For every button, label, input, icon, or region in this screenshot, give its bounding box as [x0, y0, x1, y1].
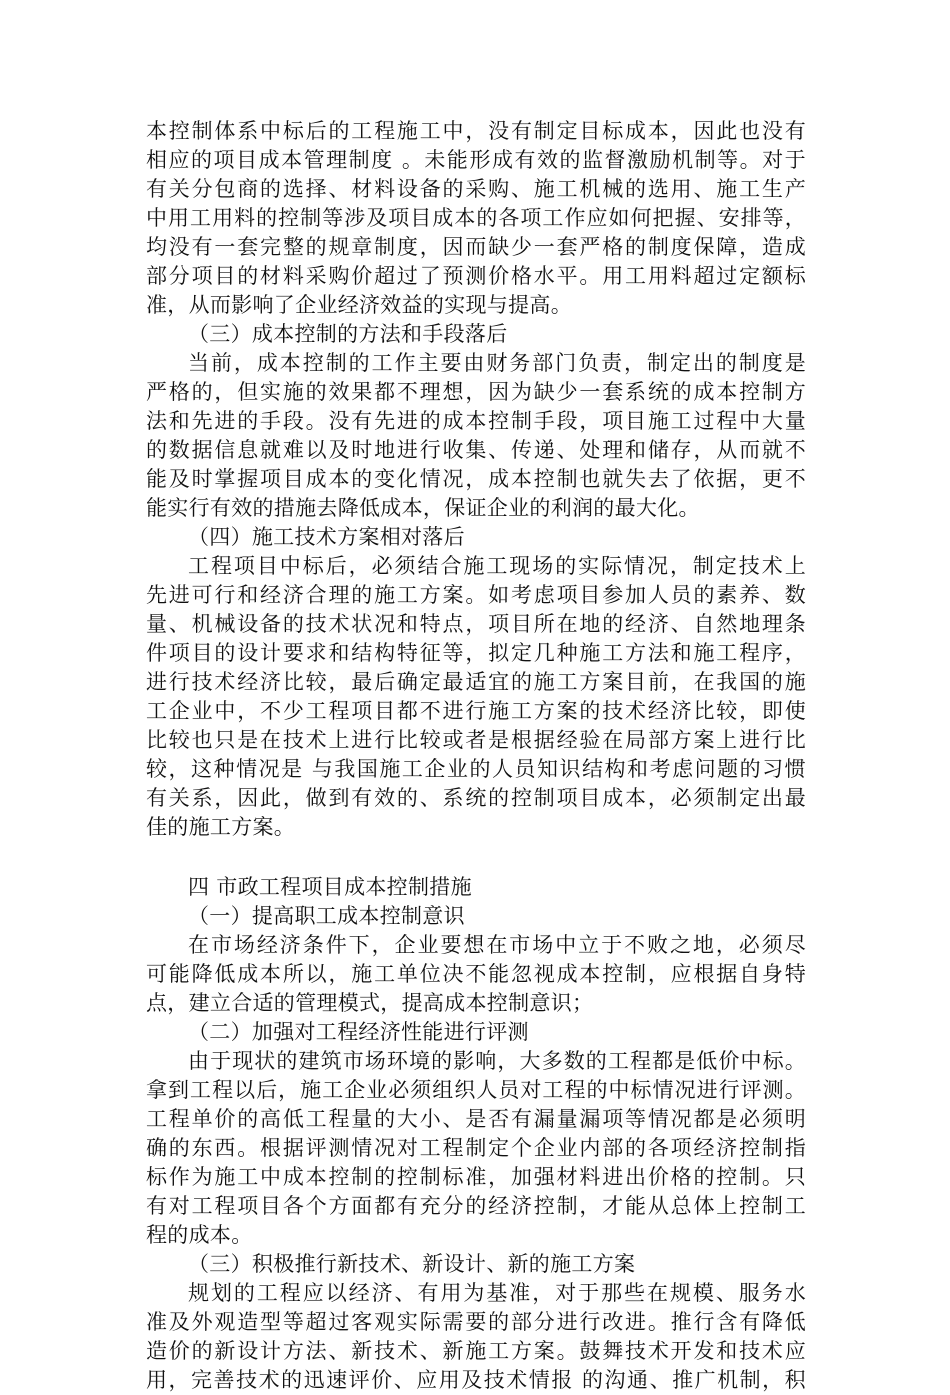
paragraph-line: 拿到工程以后，施工企业必须组织人员对工程的中标情况进行评测。 — [146, 1078, 806, 1102]
paragraph-line: 佳的施工方案。 — [146, 815, 296, 839]
paragraph-line: 在市场经济条件下，企业要想在市场中立于不败之地，必须尽 — [188, 933, 806, 957]
paragraph-line: 确的东西。根据评测情况对工程制定个企业内部的各项经济控制指 — [146, 1136, 806, 1160]
paragraph-line: 准及外观造型等超过客观实际需要的部分进行改进。推行含有降低 — [146, 1310, 806, 1334]
paragraph-line: 由于现状的建筑市场环境的影响，大多数的工程都是低价中标。 — [188, 1049, 806, 1073]
paragraph-line: 规划的工程应以经济、有用为基准，对于那些在规模、服务水 — [188, 1281, 806, 1305]
paragraph-line: 相应的项目成本管理制度 。未能形成有效的监督激励机制等。对于 — [146, 148, 806, 172]
paragraph-line: 有对工程项目各个方面都有充分的经济控制，才能从总体上控制工 — [146, 1194, 806, 1218]
paragraph-line: 工程项目中标后，必须结合施工现场的实际情况，制定技术上 — [188, 554, 806, 578]
paragraph-line: 可能降低成本所以，施工单位决不能忽视成本控制，应根据自身特 — [146, 962, 806, 986]
paragraph-line: 的数据信息就难以及时地进行收集、传递、处理和储存，从而就不 — [146, 438, 806, 462]
paragraph-line: 工程单价的高低工程量的大小、是否有漏量漏项等情况都是必须明 — [146, 1107, 806, 1131]
paragraph-line: 部分项目的材料采购价超过了预测价格水平。用工用料超过定额标 — [146, 264, 806, 288]
subsection-heading: （一）提高职工成本控制意识 — [188, 904, 465, 928]
paragraph-line: 件项目的设计要求和结构特征等，拟定几种施工方法和施工程序， — [146, 641, 806, 665]
subsection-heading: （三）积极推行新技术、新设计、新的施工方案 — [188, 1252, 636, 1276]
subsection-heading: （三）成本控制的方法和手段落后 — [188, 322, 508, 346]
paragraph-line: 工企业中，不少工程项目都不进行施工方案的技术经济比较，即使 — [146, 699, 806, 723]
paragraph-line: 有关系，因此，做到有效的、系统的控制项目成本，必须制定出最 — [146, 786, 806, 810]
paragraph-line: 量、机械设备的技术状况和特点，项目所在地的经济、自然地理条 — [146, 612, 806, 636]
paragraph-line: 当前，成本控制的工作主要由财务部门负责，制定出的制度是 — [188, 351, 806, 375]
paragraph-line: 进行技术经济比较，最后确定最适宜的施工方案目前，在我国的施 — [146, 670, 806, 694]
paragraph-line: 较，这种情况是 与我国施工企业的人员知识结构和考虑问题的习惯 — [146, 757, 806, 781]
paragraph-line: 均没有一套完整的规章制度，因而缺少一套严格的制度保障，造成 — [146, 235, 806, 259]
paragraph-line: 能实行有效的措施去降低成本，保证企业的利润的最大化。 — [146, 496, 700, 520]
paragraph-line: 先进可行和经济合理的施工方案。如考虑项目参加人员的素养、数 — [146, 583, 806, 607]
paragraph-line: 程的成本。 — [146, 1223, 253, 1247]
paragraph-line: 用，完善技术的迅速评价、应用及技术情报 的沟通、推广机制，积 — [146, 1368, 806, 1392]
paragraph-line: 点，建立合适的管理模式，提高成本控制意识； — [146, 991, 594, 1015]
paragraph-line: 造价的新设计方法、新技术、新施工方案。鼓舞技术开发和技术应 — [146, 1339, 806, 1363]
paragraph-line: 中用工用料的控制等涉及项目成本的各项工作应如何把握、安排等， — [146, 206, 806, 230]
paragraph-line: 法和先进的手段。没有先进的成本控制手段，项目施工过程中大量 — [146, 409, 806, 433]
subsection-heading: （二）加强对工程经济性能进行评测 — [188, 1020, 529, 1044]
paragraph-line: 能及时掌握项目成本的变化情况，成本控制也就失去了依据，更不 — [146, 467, 806, 491]
paragraph-line: 严格的，但实施的效果都不理想，因为缺少一套系统的成本控制方 — [146, 380, 806, 404]
paragraph-line: 本控制体系中标后的工程施工中，没有制定目标成本，因此也没有 — [146, 119, 806, 143]
section-heading: 四 市政工程项目成本控制措施 — [188, 875, 472, 899]
paragraph-line: 准，从而影响了企业经济效益的实现与提高。 — [146, 293, 572, 317]
document-body — [146, 117, 806, 1395]
paragraph-line: 有关分包商的选择、材料设备的采购、施工机械的选用、施工生产 — [146, 177, 806, 201]
paragraph-line: 比较也只是在技术上进行比较或者是根据经验在局部方案上进行比 — [146, 728, 806, 752]
subsection-heading: （四）施工技术方案相对落后 — [188, 525, 465, 549]
blank-line — [146, 842, 806, 873]
paragraph-line: 标作为施工中成本控制的控制标准，加强材料进出价格的控制。只 — [146, 1165, 806, 1189]
